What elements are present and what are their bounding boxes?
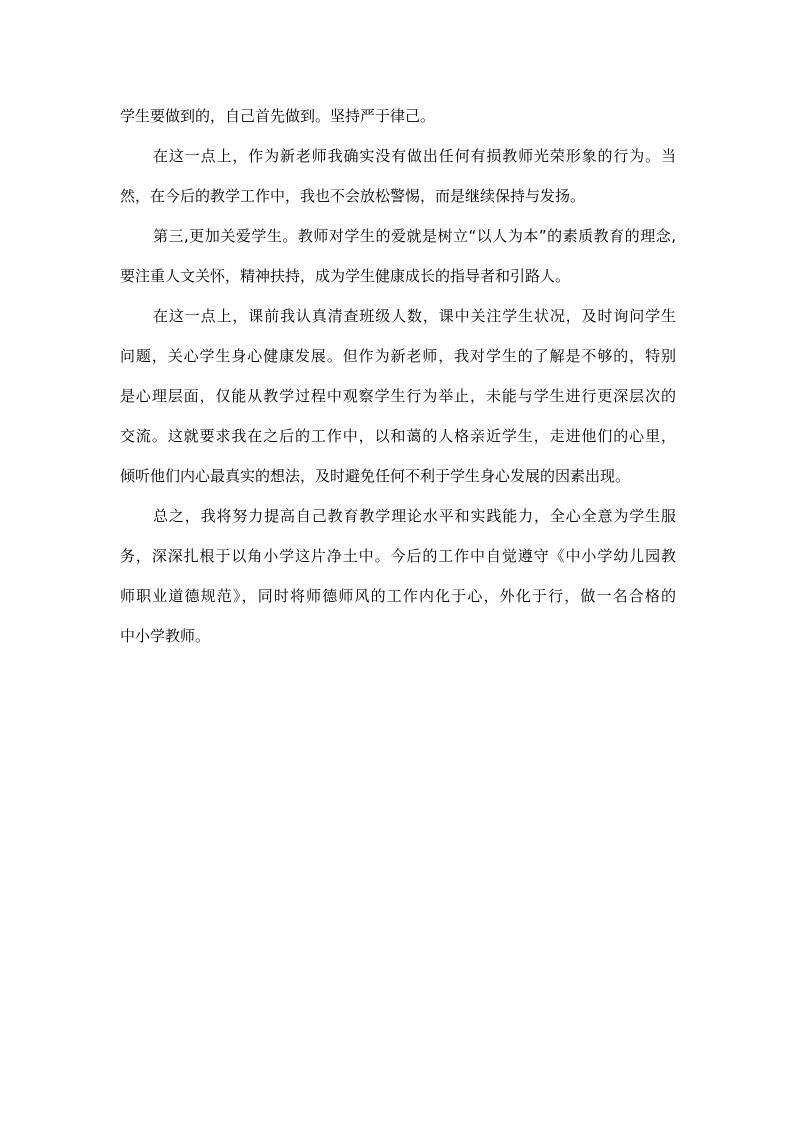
text-line: 总之，我将努力提高自己教育教学理论水平和实践能力，全心全意为学生服: [153, 507, 676, 525]
paragraph-conclusion: [120, 501, 676, 661]
text-line: 交流。这就要求我在之后的工作中，以和蔼的人格亲近学生，走进他们的心里，: [120, 427, 676, 445]
document-body: [120, 101, 676, 661]
text-line: 在这一点上，作为新老师我确实没有做出任何有损教师光荣形象的行为。当: [153, 147, 676, 165]
text-line: 学生要做到的，自己首先做到。坚持严于律己。: [120, 107, 436, 125]
text-line: 师职业道德规范》，同时将师德师风的工作内化于心，外化于行，做一名合格的: [120, 587, 676, 605]
text-line: 要注重人文关怀，精神扶持，成为学生健康成长的指导者和引路人。: [120, 267, 571, 285]
text-line: 第三,更加关爱学生。教师对学生的爱就是树立“以人为本”的素质教育的理念,: [153, 227, 676, 245]
paragraph-care-for-students: [120, 221, 676, 301]
text-line: 是心理层面，仅能从教学过程中观察学生行为举止，未能与学生进行更深层次的: [120, 387, 676, 405]
paragraph-conduct: [120, 141, 676, 221]
text-line: 问题，关心学生身心健康发展。但作为新老师，我对学生的了解是不够的，特别: [120, 347, 676, 365]
text-line: 务，深深扎根于以角小学这片净土中。今后的工作中自觉遵守《中小学幼儿园教: [120, 547, 676, 565]
paragraph-classroom-practice: [120, 301, 676, 501]
text-line: 倾听他们内心最真实的想法，及时避免任何不利于学生身心发展的因素出现。: [120, 467, 631, 485]
text-line: 然，在今后的教学工作中，我也不会放松警惕，而是继续保持与发扬。: [120, 187, 586, 205]
paragraph-continuation: [120, 101, 676, 141]
text-line: 中小学教师。: [120, 627, 211, 645]
text-line: 在这一点上，课前我认真清查班级人数，课中关注学生状况，及时询问学生: [153, 307, 676, 325]
